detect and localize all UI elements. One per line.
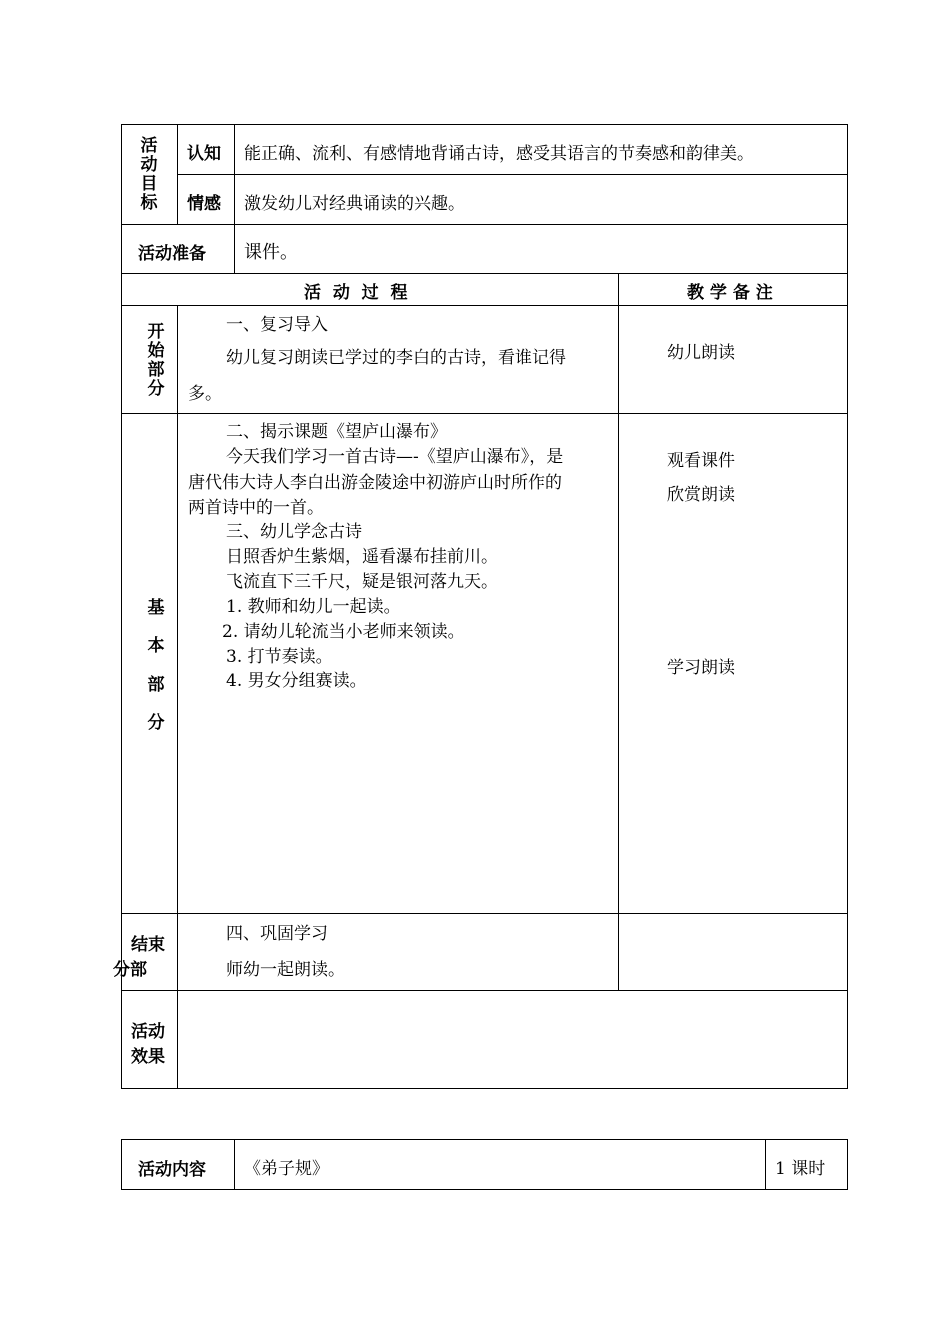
- basic-line: 3. 打节奏读。: [226, 647, 333, 667]
- goal-label-char: 动: [140, 155, 158, 175]
- cognitive-label: 认知: [187, 144, 221, 164]
- prep-text: 课件。: [244, 242, 298, 263]
- basic-note: 观看课件: [667, 451, 735, 471]
- basic-line: 三、幼儿学念古诗: [226, 522, 362, 542]
- basic-note: 欣赏朗读: [667, 485, 735, 505]
- start-label-char: 部: [147, 360, 165, 380]
- process-header: 活 动 过 程: [304, 283, 408, 303]
- basic-line: 今天我们学习一首古诗—-《望庐山瀑布》，是: [226, 447, 564, 467]
- basic-line: 4. 男女分组赛读。: [226, 671, 367, 691]
- goal-label-char: 目: [140, 174, 158, 194]
- period-text: 1 课时: [775, 1159, 826, 1179]
- start-note: 幼儿朗读: [667, 343, 735, 363]
- end-section-label-line2: 分部: [113, 960, 147, 980]
- start-label-char: 始: [147, 341, 165, 361]
- basic-note: 学习朗读: [667, 658, 735, 678]
- content-text: 《弟子规》: [244, 1159, 329, 1179]
- start-line: 幼儿复习朗读已学过的李白的古诗，看谁记得: [226, 348, 566, 368]
- basic-label-char: 基: [147, 598, 165, 618]
- basic-line: 1. 教师和幼儿一起读。: [226, 597, 401, 617]
- emotion-label: 情感: [187, 194, 221, 214]
- basic-line: 二、揭示课题《望庐山瀑布》: [226, 422, 447, 442]
- basic-line: 日照香炉生紫烟，遥看瀑布挂前川。: [226, 547, 498, 567]
- content-label: 活动内容: [138, 1160, 206, 1180]
- prep-label: 活动准备: [138, 244, 206, 264]
- basic-line: 两首诗中的一首。: [188, 498, 324, 518]
- notes-header: 教 学 备 注: [687, 283, 773, 303]
- goal-label-char: 标: [140, 193, 158, 213]
- basic-line: 飞流直下三千尺，疑是银河落九天。: [226, 572, 498, 592]
- end-line: 师幼一起朗读。: [226, 960, 345, 980]
- start-line: 一、复习导入: [226, 315, 328, 335]
- basic-label-char: 部: [147, 675, 165, 695]
- basic-line: 2. 请幼儿轮流当小老师来领读。: [222, 622, 465, 642]
- basic-label-char: 本: [147, 636, 165, 656]
- emotion-text: 激发幼儿对经典诵读的兴趣。: [244, 194, 465, 214]
- start-label-char: 分: [147, 379, 165, 399]
- effect-label-line2: 效果: [131, 1047, 165, 1067]
- end-line: 四、巩固学习: [226, 924, 328, 944]
- basic-line: 唐代伟大诗人李白出游金陵途中初游庐山时所作的: [188, 473, 562, 493]
- basic-label-char: 分: [147, 713, 165, 733]
- goal-label-char: 活: [140, 136, 158, 156]
- end-section-label-line1: 结束: [131, 935, 165, 955]
- effect-label-line1: 活动: [131, 1022, 165, 1042]
- start-label-char: 开: [147, 322, 165, 342]
- start-line: 多。: [188, 384, 222, 404]
- cognitive-text: 能正确、流利、有感情地背诵古诗，感受其语言的节奏感和韵律美。: [244, 144, 754, 164]
